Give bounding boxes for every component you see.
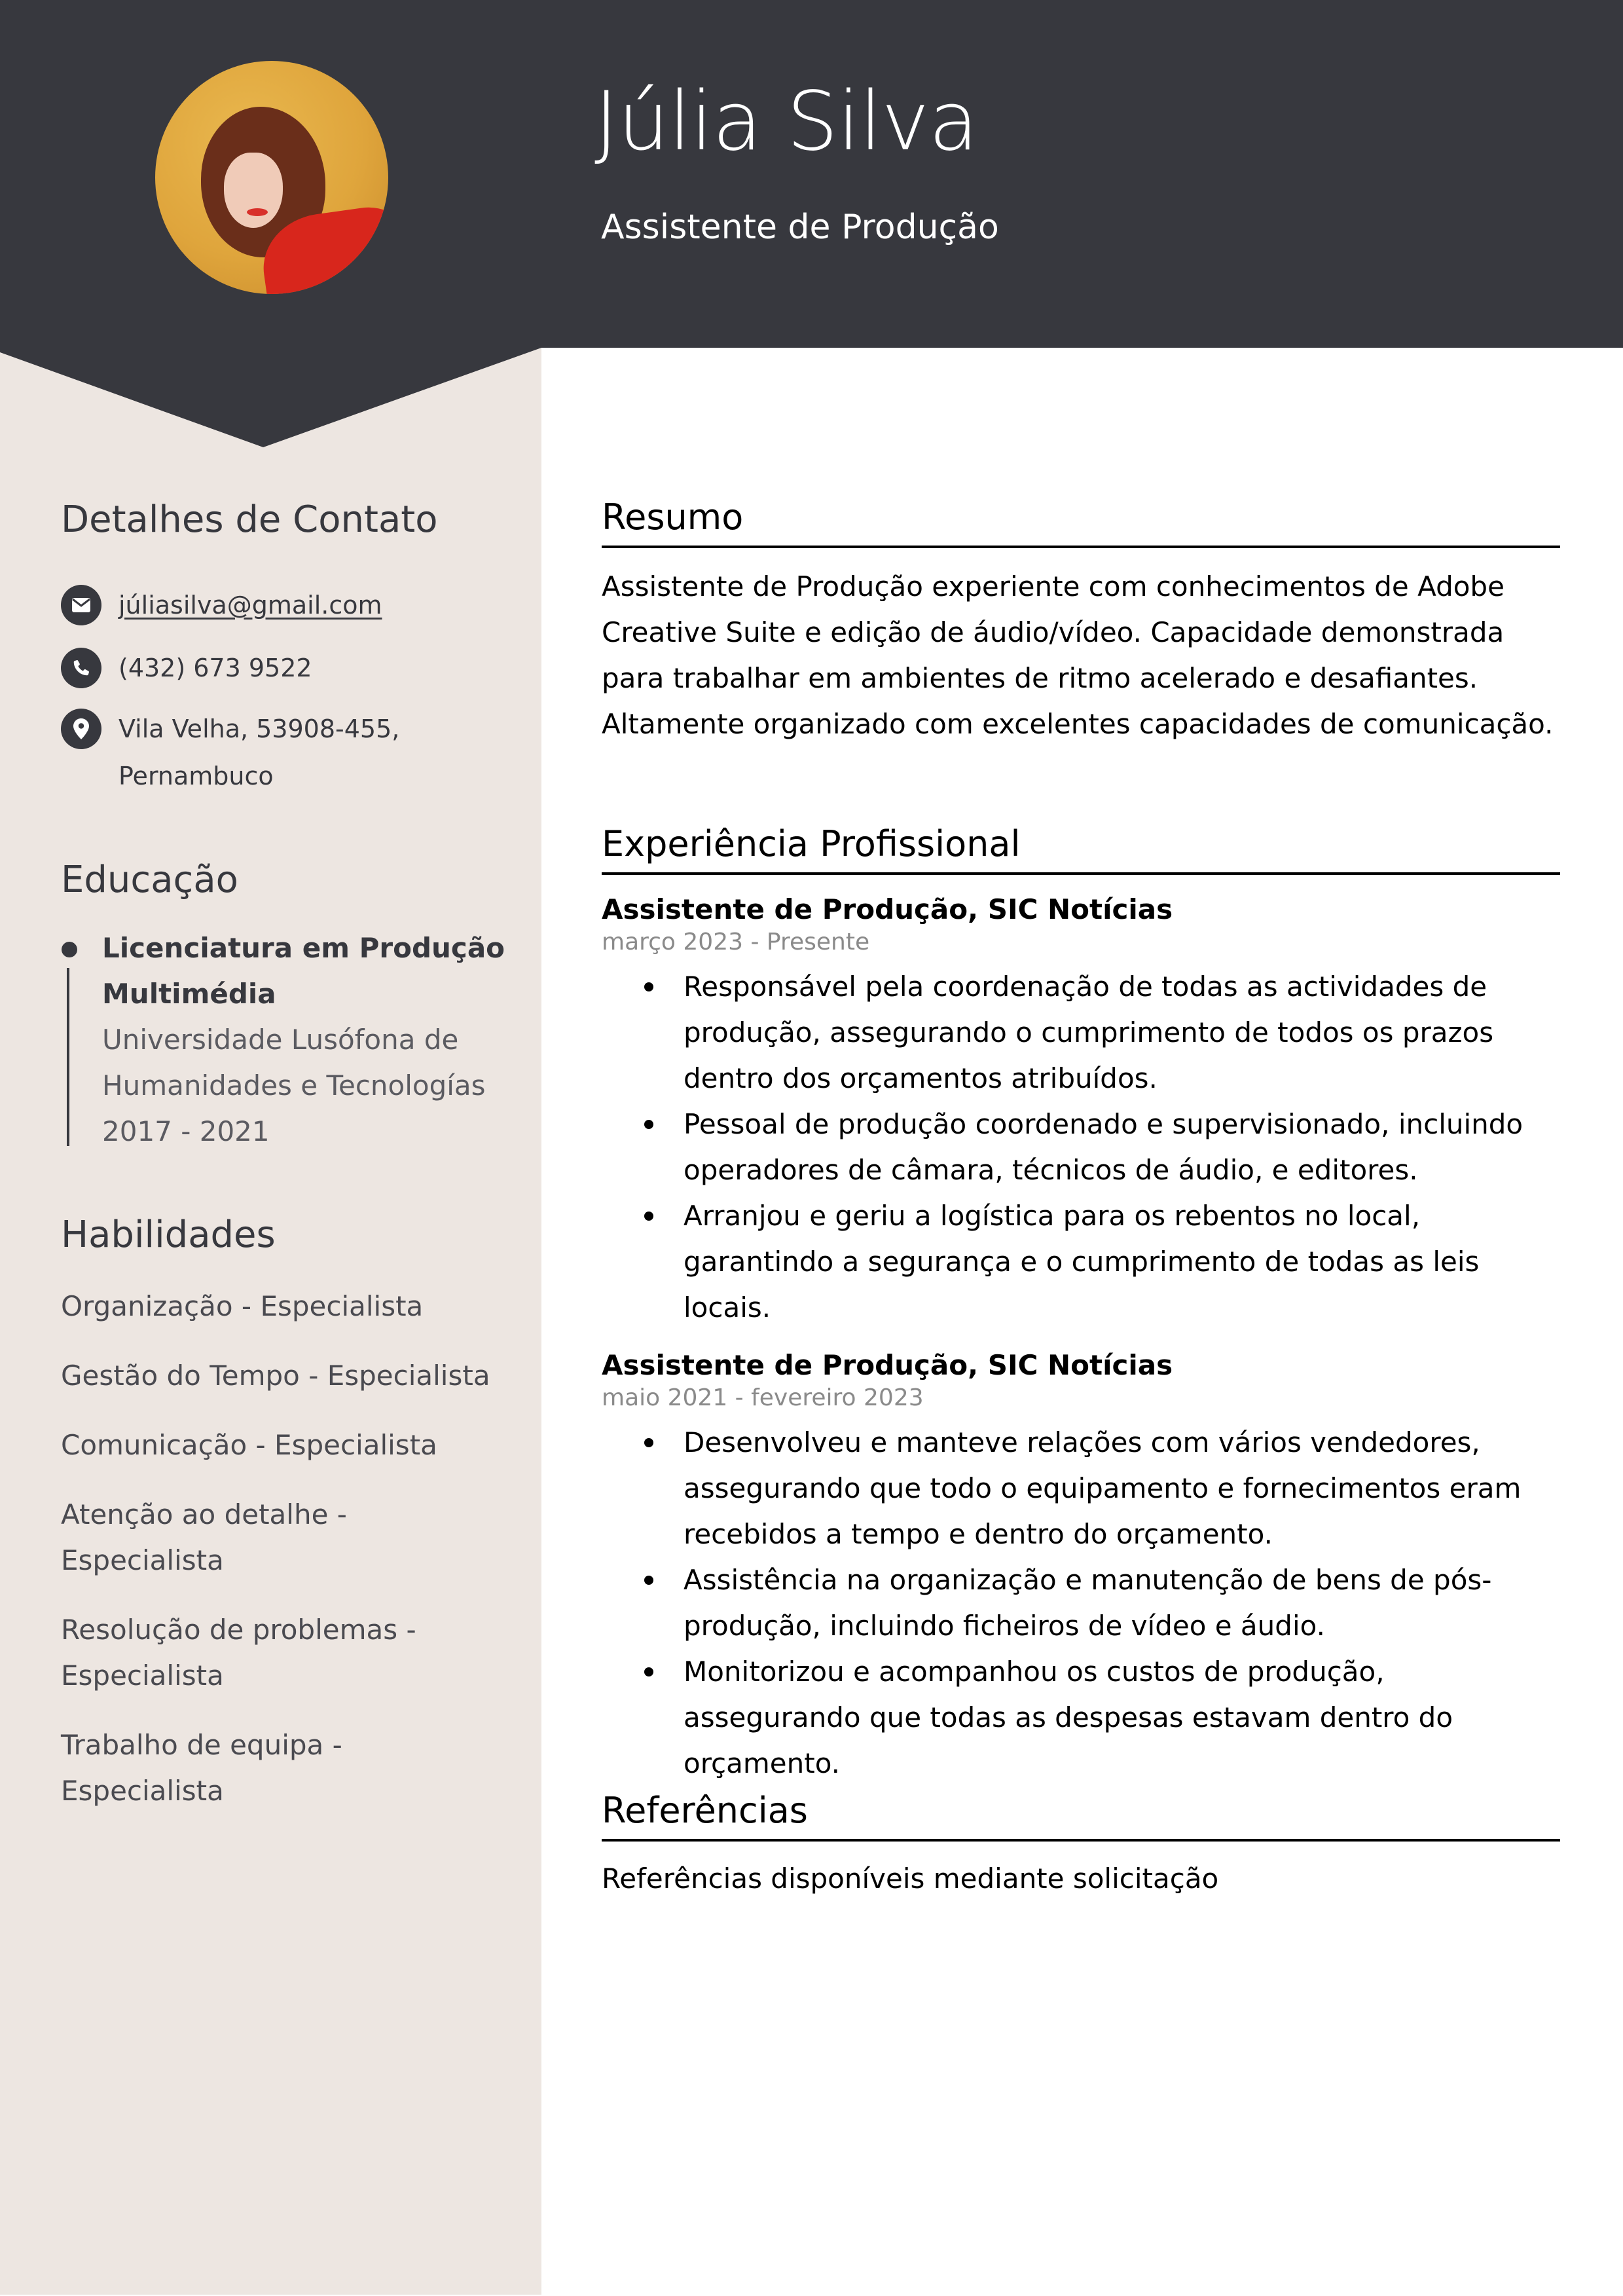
school-line-1: Universidade Lusófona de <box>102 1024 459 1056</box>
bullet-text: Responsável pela coordenação de todas as actividades de produção, assegurando o cumprimento de todos os prazos dentro dos orçamentos atribuídos. <box>684 970 1494 1094</box>
education-heading: Educação <box>61 859 238 901</box>
job-entry <box>602 1349 1560 1787</box>
degree-line-2: Multimédia <box>102 978 276 1010</box>
bullet-icon <box>644 982 653 991</box>
references-section <box>602 1790 1560 1902</box>
header-chevron <box>0 341 541 452</box>
address-line-2: Pernambuco <box>119 762 274 790</box>
education-entry <box>102 925 521 1155</box>
bullet-item <box>684 964 1560 1102</box>
job-entry <box>602 893 1560 1331</box>
bullet-text: Assistência na organização e manutenção de bens de pós-produção, incluindo ficheiros de vídeo e áudio. <box>684 1563 1492 1642</box>
bullet-item <box>684 1557 1560 1649</box>
school-line-2: Humanidades e Tecnologías <box>102 1069 486 1102</box>
photo-face <box>224 153 283 228</box>
job-dates: maio 2021 - fevereiro 2023 <box>602 1384 924 1411</box>
job-title: Assistente de Produção, SIC Notícias <box>602 1348 1173 1381</box>
address-line-1: Vila Velha, 53908-455, <box>119 714 400 743</box>
profile-photo <box>155 61 388 294</box>
contact-heading: Detalhes de Contato <box>61 498 438 541</box>
experience-heading: Experiência Profissional <box>602 823 1560 875</box>
job-title: Assistente de Produção, SIC Notícias <box>602 893 1173 925</box>
bullet-icon <box>644 1438 653 1447</box>
bullet-icon <box>644 1120 653 1129</box>
job-dates: março 2023 - Presente <box>602 928 870 955</box>
candidate-name: Júlia Silva <box>594 75 978 169</box>
bullet-text: Arranjou e geriu a logística para os rebentos no local, garantindo a segurança e o cumprimento de todas as leis locais. <box>684 1199 1480 1324</box>
email-link[interactable]: júliasilva@gmail.com <box>119 591 382 620</box>
photo-lips <box>247 208 268 216</box>
skill-item: Gestão do Tempo - Especialista <box>61 1360 490 1392</box>
job-bullets <box>602 964 1560 1331</box>
degree-line-1: Licenciatura em Produção <box>102 932 505 964</box>
timeline-line <box>67 968 69 1146</box>
envelope-icon <box>61 585 101 625</box>
contact-email-row <box>61 585 485 629</box>
skill-item: Resolução de problemas - Especialista <box>61 1614 416 1692</box>
experience-section <box>602 823 1560 1787</box>
bullet-item <box>684 1649 1560 1787</box>
bullet-icon <box>644 1667 653 1676</box>
references-heading: Referências <box>602 1790 1560 1842</box>
references-text: Referências disponíveis mediante solicitação <box>602 1862 1219 1895</box>
candidate-title: Assistente de Produção <box>601 208 999 247</box>
skill-item: Organização - Especialista <box>61 1290 424 1322</box>
map-pin-icon <box>61 709 101 749</box>
phone-text: (432) 673 9522 <box>119 654 312 682</box>
bullet-icon <box>644 1212 653 1221</box>
summary-text: Assistente de Produção experiente com conhecimentos de Adobe Creative Suite e edição de áudio/vídeo. Capacidade demonstrada para trabalhar em ambientes de ritmo acelerado e desafiantes. Altamente organizado com excelentes capacidades de comunicação. <box>602 570 1554 740</box>
summary-heading: Resumo <box>602 496 1560 548</box>
skill-item: Comunicação - Especialista <box>61 1429 437 1461</box>
address-text <box>119 705 485 800</box>
bullet-text: Monitorizou e acompanhou os custos de produção, assegurando que todas as despesas estavam dentro do orçamento. <box>684 1655 1453 1779</box>
timeline-dot <box>62 942 77 957</box>
skills-heading: Habilidades <box>61 1213 276 1256</box>
contact-phone-row <box>61 648 485 692</box>
education-years: 2017 - 2021 <box>102 1115 270 1147</box>
bullet-icon <box>644 1576 653 1585</box>
bullet-item <box>684 1193 1560 1331</box>
bullet-item <box>684 1420 1560 1557</box>
summary-section <box>602 496 1560 747</box>
skills-list <box>61 1284 519 1838</box>
skill-item: Trabalho de equipa - Especialista <box>61 1729 342 1807</box>
bullet-text: Desenvolveu e manteve relações com vários vendedores, assegurando que todo o equipamento e fornecimentos eram recebidos a tempo e dentro do orçamento. <box>684 1426 1522 1550</box>
contact-address-row <box>61 709 485 800</box>
job-bullets <box>602 1420 1560 1787</box>
phone-icon <box>61 648 101 688</box>
bullet-item <box>684 1102 1560 1193</box>
skill-item: Atenção ao detalhe - Especialista <box>61 1498 347 1576</box>
bullet-text: Pessoal de produção coordenado e supervisionado, incluindo operadores de câmara, técnicos de áudio, e editores. <box>684 1107 1523 1186</box>
